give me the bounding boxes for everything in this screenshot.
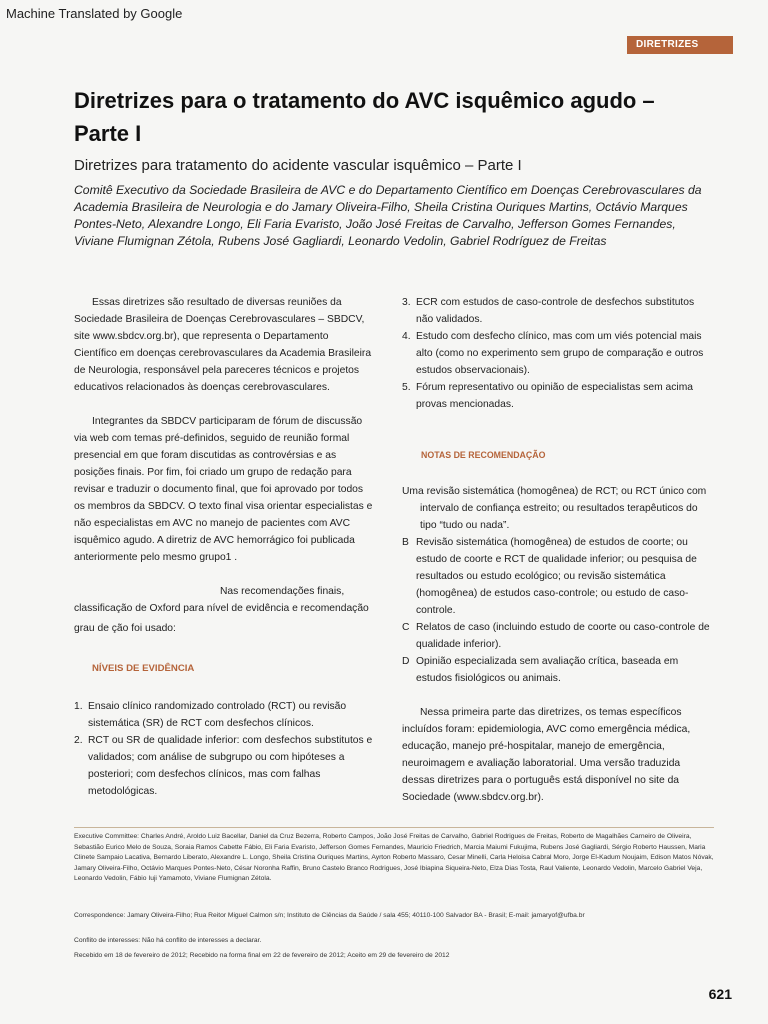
list-item-text: Uma revisão sistemática (homogênea) de RCT; ou RCT único com intervalo de confiança estreito; ou resultados terapêuticos do tipo “tudo ou nada”. <box>402 486 707 531</box>
list-item <box>402 328 714 379</box>
list-item-number: 2. <box>74 735 83 746</box>
list-item <box>74 732 374 800</box>
correspondence-note: Correspondence: Jamary Oliveira-Filho; Rua Reitor Miguel Calmon s/n; Instituto de Ciências da Saúde / sala 455; 40110-100 Salvador BA - Brasil; E-mail: jamaryof@ufba.br <box>74 912 585 919</box>
received-dates-note: Recebido em 18 de fevereiro de 2012; Recebido na forma final em 22 de fevereiro de 2012; Aceito em 29 de fevereiro de 2012 <box>74 952 450 959</box>
page-number: 621 <box>708 986 732 1002</box>
list-item-text: Revisão sistemática (homogênea) de estudos de coorte; ou estudo de coorte e RCT de qualidade inferior; ou pesquisa de resultados ou estudo ecológico; ou revisão sistemática (homogênea) de estudos caso-controle; ou estudo de caso-controle. <box>416 537 697 616</box>
author-list: Comitê Executivo da Sociedade Brasileira de AVC e do Departamento Científico em Doenças Cerebrovasculares da Academia Brasileira de Neurologia e do Jamary Oliveira-Filho, Sheila Cristina Ouriques Martins, Octávio Marques Pontes-Neto, Alexandre Longo, Eli Faria Evaristo, João José Freitas de Carvalho, Jefferson Gomes Fernandes, Viviane Flumignan Zétola, Rubens José Gagliardi, Leonardo Vedolin, Gabriel Rodríguez de Freitas <box>74 183 702 248</box>
closing-paragraph: Nessa primeira parte das diretrizes, os temas específicos incluídos foram: epidemiologia, AVC como emergência médica, educação, manejo pré-hospitalar, manejo de emergência, neuroimagem e avaliação laboratorial. Uma versão traduzida dessas diretrizes para o português está disponível no site da Sociedade (www.sbdcv.org.br). <box>402 707 691 803</box>
levels-list <box>74 698 374 800</box>
list-item-text: Estudo com desfecho clínico, mas com um viés potencial mais alto (como no experimento sem grupo de comparação e outros estudos observacionais). <box>416 331 704 376</box>
list-item-number: D <box>402 656 410 667</box>
committee-note: Executive Committee: Charles André, Aroldo Luiz Bacellar, Daniel da Cruz Bezerra, Roberto Campos, João José Freitas de Carvalho, Gabriel Rodrigues de Freitas, Roberto de Magalhães Carneiro de Oliveira, Sebastião Eurico Melo de Souza, Soraia Ramos Cabette Fábio, Eli Faria Evaristo, Jefferson Gomes Fernandes, Mauricio Friedrich, Marcia Maiumi Fukujima, Rubens José Gagliardi, Sérgio Roberto Haussen, Maria Clinete Sampaio Lacativa, Bernardo Liberato, Alexandre L. Longo, Sheila Cristina Ouriques Martins, Ayrton Roberto Massaro, Cesar Minelli, Carla Heloisa Cabral Moro, Jorge El-Kadum Noujaim, Edison Matos Nóvak, Jamary Oliveira-Filho, Octávio Marques Pontes-Neto, César Noronha Raffin, Bruno Castelo Branco Rodrigues, José Ibiapina Siqueira-Neto, Elza Dias Tosta, Raul Valiente, Leonardo Vedolin, Marcelo Gabriel Veja, Leonardo Vedolin, Fábio Iuji Yamamoto, Viviane Flumignan Zétola. <box>74 833 714 882</box>
article-title: Diretrizes para o tratamento do AVC isquêmico agudo – Parte I <box>74 88 655 146</box>
machine-translation-banner: Machine Translated by Google <box>6 6 183 21</box>
section-tag: DIRETRIZES <box>627 36 733 54</box>
list-item <box>402 619 714 653</box>
list-item <box>74 698 374 732</box>
list-item-number: C <box>402 622 410 633</box>
list-item-text: RCT ou SR de qualidade inferior: com desfechos substitutos e validados; com análise de subgrupo ou com hipóteses a posteriori; com desfechos clínicos, mas com falhas metodológicas. <box>88 735 373 797</box>
oxford-line-1: Nas recomendações finais, <box>220 586 345 597</box>
list-item <box>402 653 714 687</box>
list-item-number: B <box>402 537 409 548</box>
levels-list-continued <box>402 294 714 413</box>
intro-paragraph: Essas diretrizes são resultado de diversas reuniões da Sociedade Brasileira de Doenças Cerebrovasculares – SBDCV, site www.sbdcv.org.br), que representa o Departamento Científico em doenças cerebrovasculares da Academia Brasileira de Neurologia, responsável pela pareceres técnicos e projetos educativos relacionados às doenças cerebrovasculares. <box>74 297 372 393</box>
levels-heading: NÍVEIS DE EVIDÊNCIA <box>92 663 195 674</box>
list-item <box>402 534 714 619</box>
list-item-number: 3. <box>402 297 411 308</box>
article-subtitle: Diretrizes para tratamento do acidente vascular isquêmico – Parte I <box>74 157 522 174</box>
list-item-text: Relatos de caso (incluindo estudo de coorte ou caso-controle de qualidade inferior). <box>416 622 710 650</box>
oxford-line-3: grau de ção foi usado: <box>74 623 176 634</box>
oxford-line-2: classificação de Oxford para nível de evidência e recomendação <box>74 603 369 614</box>
list-item-text: Fórum representativo ou opinião de especialistas sem acima provas mencionadas. <box>416 382 694 410</box>
conflict-note: Conflito de interesses: Não há conflito de interesses a declarar. <box>74 937 262 944</box>
recommendation-notes-heading: NOTAS DE RECOMENDAÇÃO <box>421 450 546 460</box>
list-item-number: 1. <box>74 701 83 712</box>
list-item <box>402 379 714 413</box>
list-item-text: Ensaio clínico randomizado controlado (RCT) ou revisão sistemática (SR) de RCT com desfechos clínicos. <box>88 701 347 729</box>
recommendation-notes-list <box>402 483 714 687</box>
methods-paragraph: Integrantes da SBDCV participaram de fórum de discussão via web com temas pré-definidos, seguido de reunião formal presencial em que foram discutidas as controvérsias e as posições finais. Por fim, foi criado um grupo de redação para revisar e traduzir o documento final, que foi aprovado por todos os membros da SBDCV. O texto final visa orientar especialistas e não especialistas em AVC no manejo de pacientes com AVC isquêmico agudo. A diretriz de AVC hemorrágico foi publicada anteriormente pelo mesmo grupo1 . <box>74 416 373 563</box>
left-column <box>74 294 374 800</box>
list-item-text: Opinião especializada sem avaliação crítica, baseada em estudos fisiológicos ou animais. <box>416 656 679 684</box>
footer-divider <box>74 827 714 828</box>
right-column <box>402 294 714 806</box>
list-item-number: 4. <box>402 331 411 342</box>
list-item-text: ECR com estudos de caso-controle de desfechos substitutos não validados. <box>416 297 695 325</box>
list-item <box>402 294 714 328</box>
list-item-number: 5. <box>402 382 411 393</box>
list-item <box>402 483 714 534</box>
